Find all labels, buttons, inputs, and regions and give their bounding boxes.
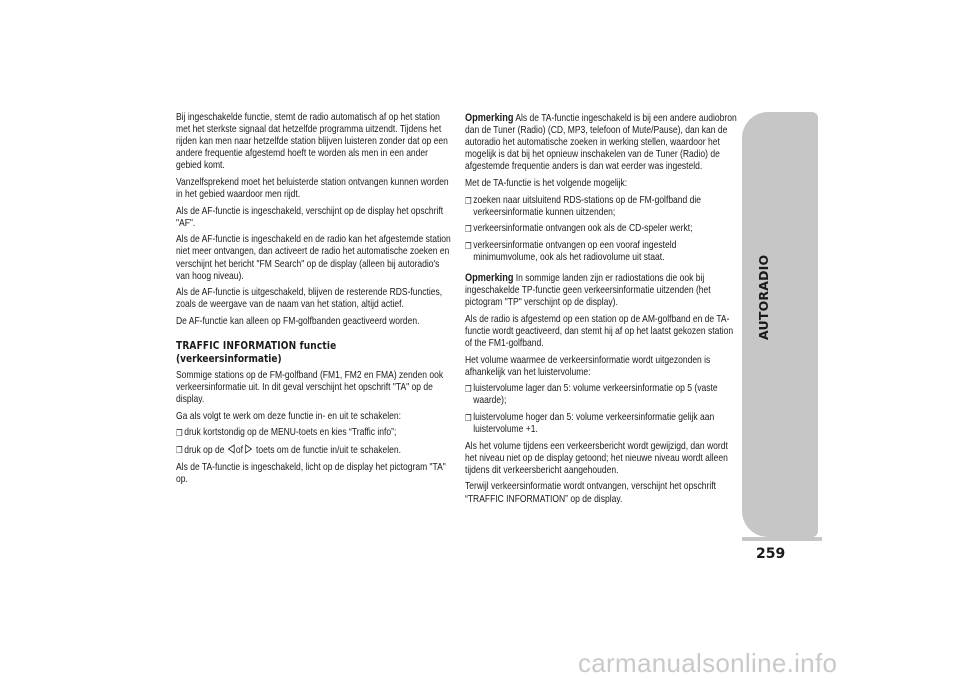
left-triangle-icon [228, 444, 235, 454]
section-tab [742, 112, 818, 537]
page-number: 259 [756, 546, 786, 562]
list-item-text: druk kortstondig op de MENU-toets en kies “Traffic info”; [184, 427, 397, 439]
paragraph: De AF-functie kan alleen op FM-golfbanden geactiveerd worden. [176, 315, 420, 327]
list-item-text-part: of [235, 444, 243, 456]
list-item [465, 240, 741, 264]
paragraph: Vanzelfsprekend moet het beluisterde station ontvangen kunnen worden in het gebied waardoor men rijdt. [176, 176, 449, 201]
paragraph: Als de radio is afgestemd op een station op de AM-golfband en de TA-functie wordt geactiveerd, dan stemt hij af op het laatst gekozen station of the FM1-golfband. [465, 313, 734, 349]
paragraph: Het volume waarmee de verkeersinformatie wordt uitgezonden is afhankelijk van het luistervolume: [465, 354, 711, 378]
list-item-text: zoeken naar uitsluitend RDS-stations op de FM-golfband die verkeersinformatie kunnen uitzenden; [473, 194, 702, 218]
right-triangle-icon [245, 444, 252, 454]
paragraph: Bij ingeschakelde functie, stemt de radio automatisch af op het station met het sterkste signaal dat hetzelfde programma uitzendt. Tijdens het rijden kan men naar hetzelfde station blijven luisteren zonder dat op een andere frequentie afgestemd hoeft te worden als men in een ander gebied komt. [176, 112, 448, 172]
checkbox-bullet-icon: ❒ [176, 444, 183, 455]
note [465, 112, 741, 173]
checkbox-bullet-icon: ❒ [465, 412, 472, 423]
paragraph: Ga als volgt te werk om deze functie in- en uit te schakelen: [176, 410, 401, 422]
checkbox-bullet-icon: ❒ [465, 195, 472, 206]
note-label: Opmerking [465, 112, 514, 124]
note [465, 272, 741, 309]
checkbox-bullet-icon: ❒ [465, 224, 472, 235]
watermark: carmanualsonline.info [578, 648, 838, 678]
section-heading [176, 340, 452, 365]
list-item [176, 444, 452, 457]
list-item-text: verkeersinformatie ontvangen ook als de CD-speler werkt; [473, 223, 693, 235]
section-tab-label: AUTORADIO [756, 254, 771, 340]
list-item-text: luistervolume lager dan 5: volume verkeersinformatie op 5 (vaste waarde); [473, 383, 718, 407]
list-item [465, 195, 741, 219]
checkbox-bullet-icon: ❒ [465, 240, 472, 251]
right-column [465, 112, 741, 510]
paragraph: Sommige stations op de FM-golfband (FM1, FM2 en FMA) zenden ook verkeersinformatie uit. In dit geval verschijnt het opschrift "TA" op de display. [176, 370, 444, 406]
list-item-text-part: toets om de functie in/uit te schakelen. [256, 444, 401, 456]
paragraph: Als de AF-functie is ingeschakeld, verschijnt op de display het opschrift "AF". [176, 205, 444, 229]
list-item [465, 383, 741, 407]
paragraph: Met de TA-functie is het volgende mogelijk: [465, 177, 628, 189]
list-item [465, 223, 741, 235]
left-column [176, 112, 452, 490]
note-text: In sommige landen zijn er radiostations die ook bij ingeschakelde TP-functie geen verkeersinformatie uitzenden (het pictogram "TP" verschijnt op de display). [465, 273, 711, 309]
list-item-text: luistervolume hoger dan 5: volume verkeersinformatie gelijk aan luistervolume +1. [473, 411, 715, 436]
paragraph: Als de TA-functie is ingeschakeld, licht op de display het pictogram "TA" op. [176, 461, 446, 485]
note-label: Opmerking [465, 272, 514, 285]
section-heading-line2: (verkeersinformatie) [176, 351, 282, 365]
tab-underline [742, 537, 822, 541]
checkbox-bullet-icon: ❒ [176, 428, 183, 439]
paragraph: Als het volume tijdens een verkeersbericht wordt gewijzigd, dan wordt het niveau niet op de display getoond; het nieuwe niveau wordt alleen tijdens dit verkeersbericht aangehouden. [465, 440, 728, 476]
list-item [465, 412, 741, 436]
section-heading-line1: TRAFFIC INFORMATION functie [176, 339, 337, 352]
list-item-text: verkeersinformatie ontvangen op een vooraf ingesteld minimumvolume, ook als het radiovolume uit staat. [473, 239, 677, 263]
list-item-text [184, 444, 451, 457]
paragraph: Terwijl verkeersinformatie wordt ontvangen, verschijnt het opschrift “TRAFFIC INFORMATION” op de display. [465, 481, 716, 505]
list-item [176, 427, 452, 439]
checkbox-bullet-icon: ❒ [465, 384, 472, 395]
paragraph: Als de AF-functie is ingeschakeld en de radio kan het afgestemde station niet meer ontvangen, dan activeert de radio het automatische zoeken en verschijnt het bericht "FM Search" op de display (alleen bij autoradio's van hoog niveau). [176, 234, 451, 282]
note-text: Als de TA-functie ingeschakeld is bij een andere audiobron dan de Tuner (Radio) (CD, MP3, telefoon of Mute/Pause), dan kan de autoradio het automatische zoeken in werking stellen, waardoor het mogelijk is dat bij het opnieuw inschakelen van de Tuner (Radio) de afgestemde frequentie anders is dan wat eerder was ingesteld. [465, 113, 737, 173]
paragraph: Als de AF-functie is uitgeschakeld, blijven de resterende RDS-functies, zoals de weergave van de naam van het station, altijd actief. [176, 287, 443, 311]
list-item-text-part: druk op de [184, 444, 225, 456]
